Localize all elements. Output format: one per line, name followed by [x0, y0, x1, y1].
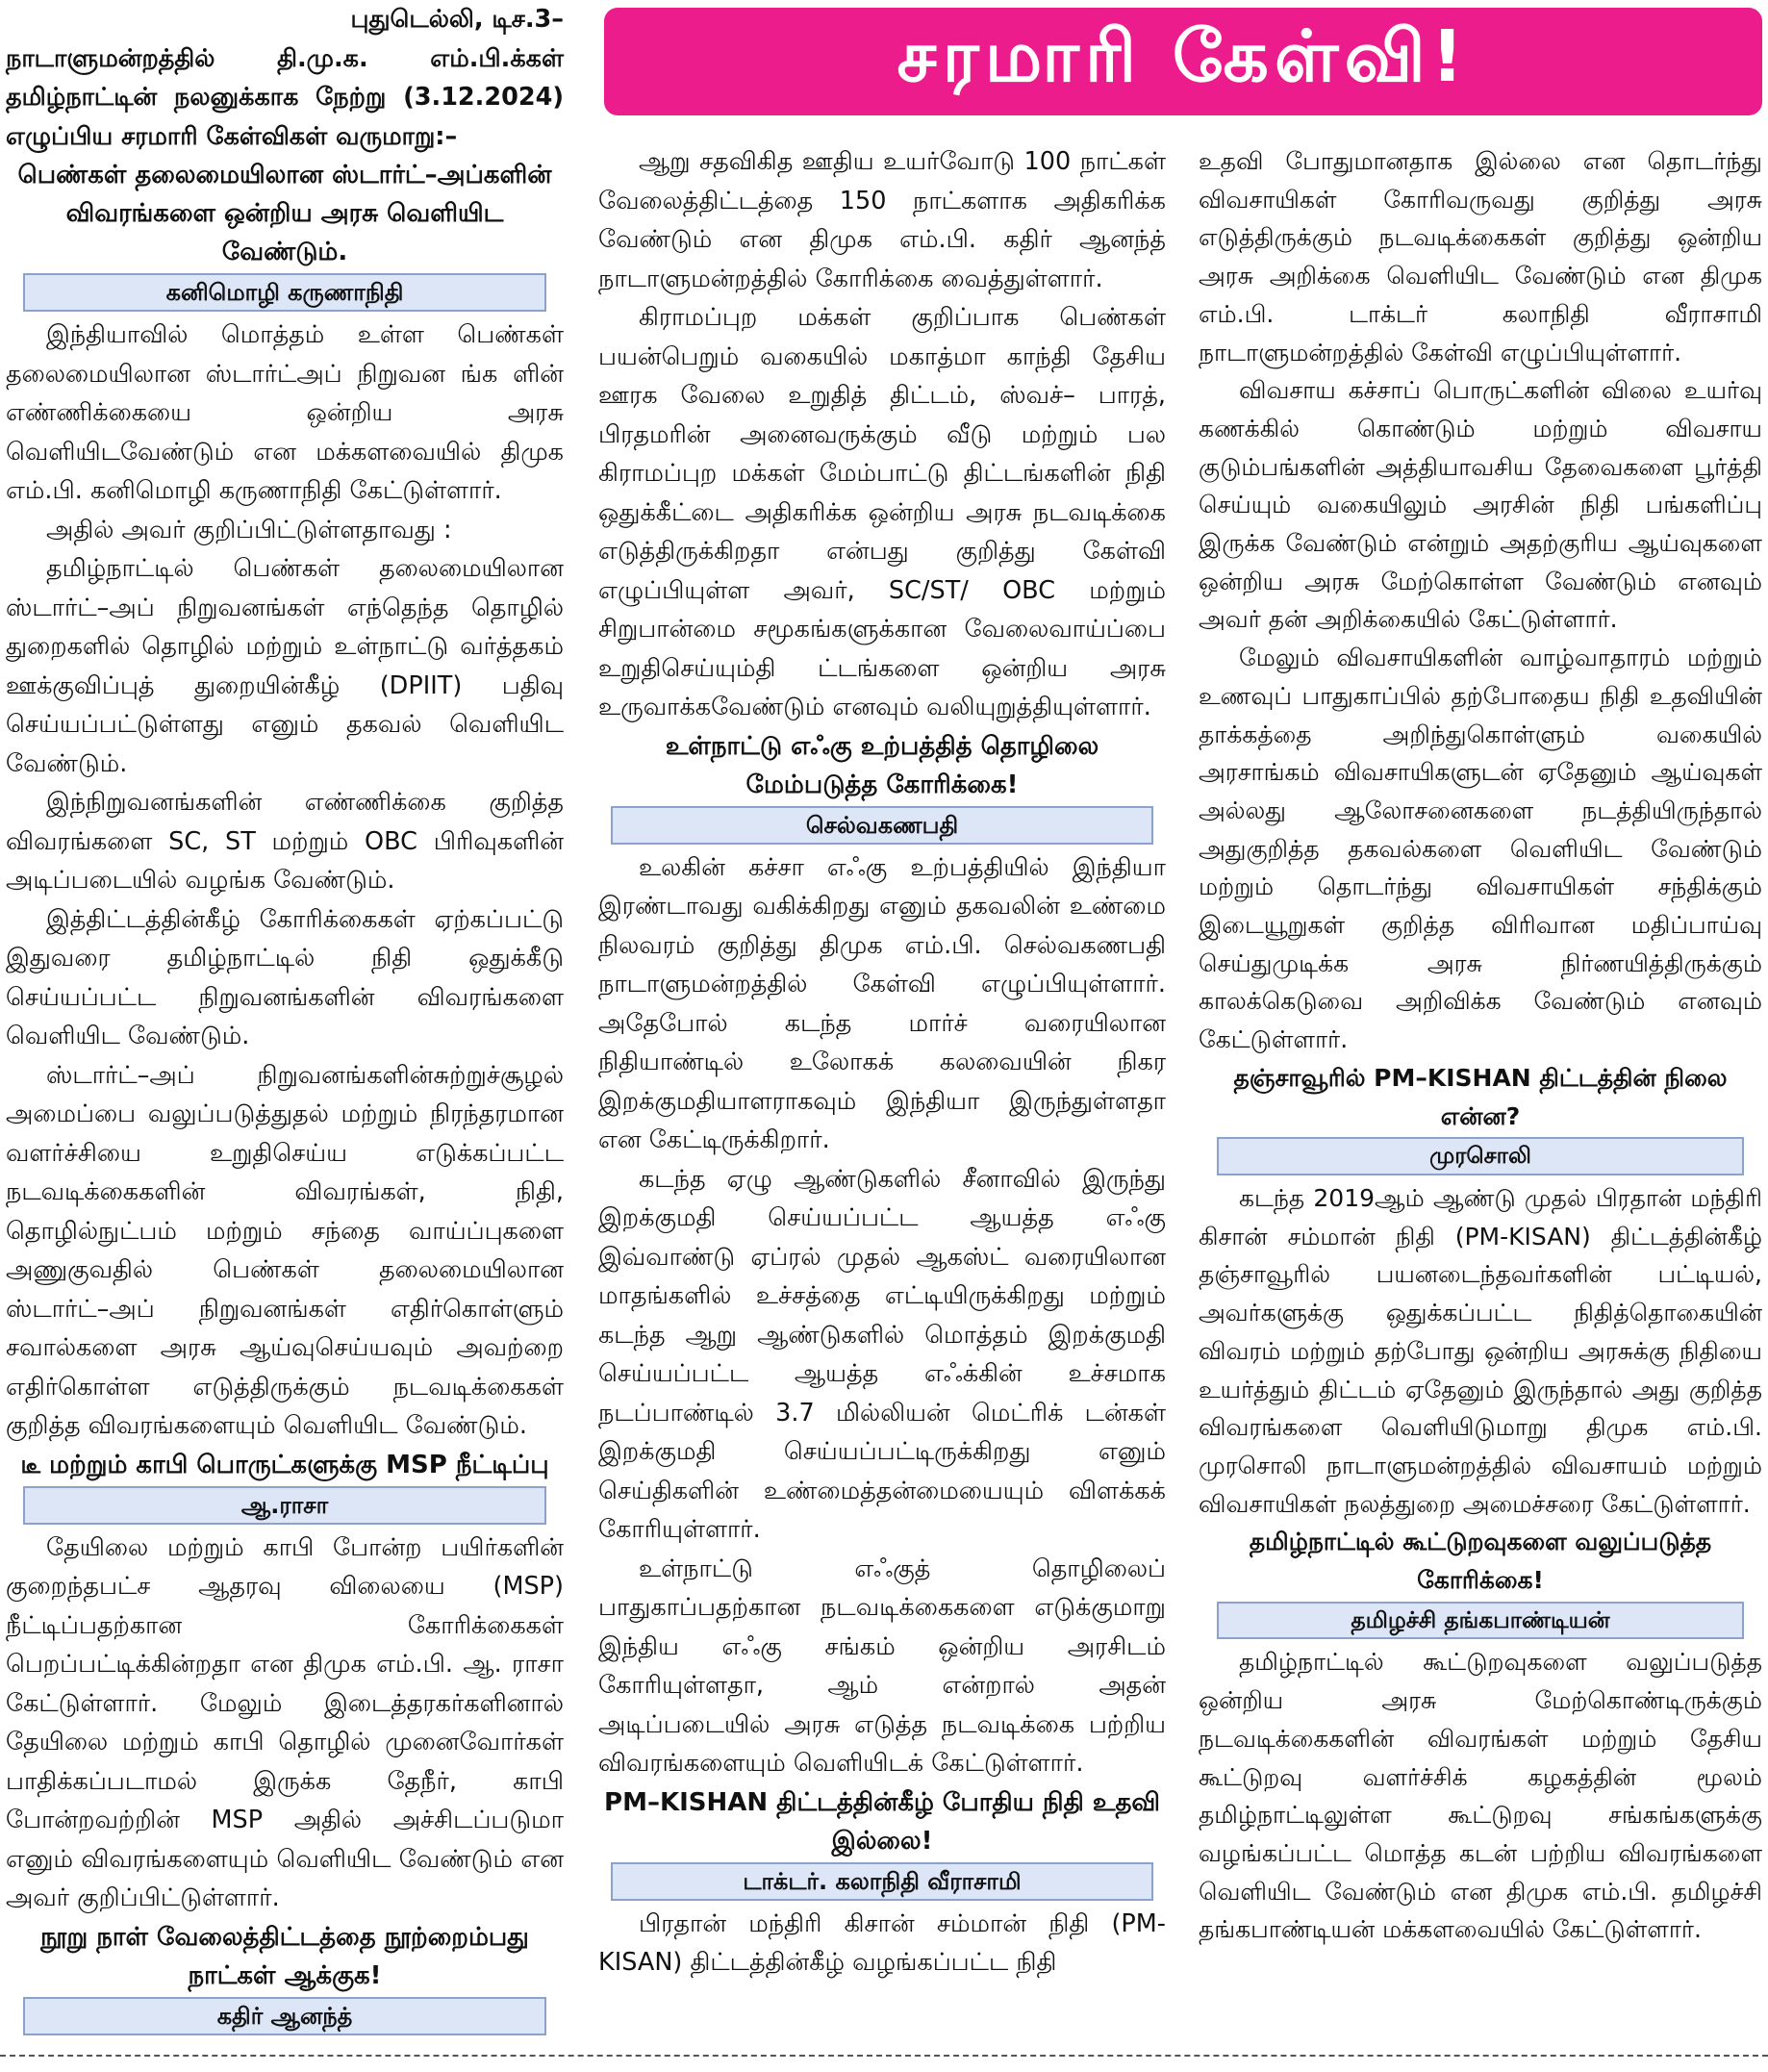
article-paragraph: தேயிலை மற்றும் காபி போன்ற பயிர்களின் குறைந்தபட்ச ஆதரவு விலையை (MSP) நீட்டிப்பதற்கான கோரிக்கைகள் பெறப்பட்டிக்கின்றதா என திமுக எம்.பி. ஆ. ராசா கேட்டுள்ளார். மேலும் இடைத்தரகர்களினால் தேயிலை மற்றும் காபி தொழில் முனைவோர்கள் பாதிக்கப்படாமல் இருக்க தேநீர், காபி போன்றவற்றின் MSP அதில் அச்சிடப்படுமா எனும் விவரங்களையும் வெளியிட வேண்டும் என அவர் குறிப்பிட்டுள்ளார்.	[6, 1532, 564, 1912]
article-paragraph: இத்திட்டத்தின்கீழ் கோரிக்கைகள் ஏற்கப்பட்டு இதுவரை தமிழ்நாட்டில் நிதி ஒதுக்கீடு செய்யப்பட்ட நிறுவனங்களின் விவரங்களை வெளியிட வேண்டும்.	[6, 904, 564, 1050]
headline-banner	[604, 8, 1762, 115]
article-paragraph: அதில் அவர் குறிப்பிட்டுள்ளதாவது :	[46, 515, 452, 544]
headline-title: சரமாரி கேள்வி!	[897, 15, 1470, 98]
section-heading: தமிழ்நாட்டில் கூட்டுறவுகளை வலுப்படுத்த கோரிக்கை!	[1249, 1528, 1712, 1595]
byline: செல்வகணபதி	[611, 806, 1153, 845]
section-heading: PM–KISHAN திட்டத்தின்கீழ் போதிய நிதி உதவி இல்லை!	[604, 1787, 1160, 1856]
column-right	[1199, 142, 1762, 1949]
section-heading: உள்நாட்டு எஃகு உற்பத்தித் தொழிலை மேம்படுத்த கோரிக்கை!	[665, 731, 1099, 799]
article-paragraph: தமிழ்நாட்டில் கூட்டுறவுகளை வலுப்படுத்த ஒன்றிய அரசு மேற்கொண்டிருக்கும் நடவடிக்கைகளின் விவரங்கள் மற்றும் தேசிய கூட்டுறவு வளர்ச்சிக் கழகத்தின் மூலம் தமிழ்நாட்டிலுள்ள கூட்டுறவு சங்கங்களுக்கு வழங்கப்பட்ட மொத்த கடன் பற்றிய விவரங்களை வெளியிட வேண்டும் என திமுக எம்.பி. தமிழச்சி தங்கபாண்டியன் மக்களவையில் கேட்டுள்ளார்.	[1199, 1648, 1762, 1944]
article-paragraph: ஆறு சதவிகித ஊதிய உயர்வோடு 100 நாட்கள் வேலைத்திட்டத்தை 150 நாட்களாக அதிகரிக்க வேண்டும் என திமுக எம்.பி. கதிர் ஆனந்த் நாடாளுமன்றத்தில் கோரிக்கை வைத்துள்ளார்.	[598, 147, 1166, 293]
article-paragraph: இந்தியாவில் மொத்தம் உள்ள பெண்கள் தலைமையிலான ஸ்டார்ட்அப் நிறுவன ங்க ளின் எண்ணிக்கையை ஒன்றிய அரசு வெளியிடவேண்டும் என மக்களவையில் திமுக எம்.பி. கனிமொழி கருணாநிதி கேட்டுள்ளார்.	[6, 320, 564, 505]
cut-line-divider	[0, 2055, 1768, 2057]
byline: தமிழச்சி தங்கபாண்டியன்	[1217, 1602, 1744, 1640]
article-paragraph: உள்நாட்டு எஃகுத் தொழிலைப் பாதுகாப்பதற்கான நடவடிக்கைகளை எடுக்குமாறு இந்திய எஃகு சங்கம் ஒன்றிய அரசிடம் கோரியுள்ளதா, ஆம் என்றால் அதன் அடிப்படையில் அரசு எடுத்த நடவடிக்கை பற்றிய விவரங்களையும் வெளியிடக் கேட்டுள்ளார்.	[598, 1554, 1166, 1778]
section-heading: டீ மற்றும் காபி பொருட்களுக்கு MSP நீட்டிப்பு	[20, 1450, 549, 1479]
byline: கதிர் ஆனந்த்	[23, 1997, 546, 2035]
article-paragraph: உதவி போதுமானதாக இல்லை என தொடர்ந்து விவசாயிகள் கோரிவருவது குறித்து அரசு எடுத்திருக்கும் நடவடிக்கைகள் குறித்து ஒன்றிய அரசு அறிக்கை வெளியிட வேண்டும் என திமுக எம்.பி. டாக்டர் கலாநிதி வீராசாமி நாடாளுமன்றத்தில் கேள்வி எழுப்பியுள்ளார்.	[1199, 147, 1762, 366]
byline: முரசொலி	[1217, 1137, 1744, 1175]
section-heading: தஞ்சாவூரில் PM–KISHAN திட்டத்தின் நிலை என்ன?	[1233, 1063, 1728, 1130]
byline: ஆ.ராசா	[23, 1486, 546, 1525]
article-paragraph: உலகின் கச்சா எஃகு உற்பத்தியில் இந்தியா இரண்டாவது வகிக்கிறது எனும் தகவலின் உண்மை நிலவரம் குறித்து திமுக எம்.பி. செல்வகணபதி நாடாளுமன்றத்தில் கேள்வி எழுப்பியுள்ளார். அதேபோல் கடந்த மார்ச் வரையிலான நிதியாண்டில் உலோகக் கலவையின் நிகர இறக்குமதியாளராகவும் இந்தியா இருந்துள்ளதா என கேட்டிருக்கிறார்.	[598, 852, 1166, 1154]
section-heading: நூறு நாள் வேலைத்திட்டத்தை நூற்றைம்பது நாட்கள் ஆக்குக!	[40, 1922, 529, 1990]
section-heading: பெண்கள் தலைமையிலான ஸ்டார்ட்–அப்களின் விவரங்களை ஒன்றிய அரசு வெளியிட வேண்டும்.	[17, 161, 552, 266]
article-paragraph: பிரதான் மந்திரி கிசான் சம்மான் நிதி (PM- KISAN) திட்டத்தின்கீழ் வழங்கப்பட்ட நிதி	[598, 1908, 1166, 1977]
article-paragraph: கிராமப்புற மக்கள் குறிப்பாக பெண்கள் பயன்பெறும் வகையில் மகாத்மா காந்தி தேசிய ஊரக வேலை உறுதித் திட்டம், ஸ்வச்– பாரத், பிரதமரின் அனைவருக்கும் வீடு மற்றும் பல கிராமப்புற மக்கள் மேம்பாட்டு திட்டங்களின் நிதி ஒதுக்கீட்டை அதிகரிக்க ஒன்றிய அரசு நடவடிக்கை எடுத்திருக்கிறதா என்பது குறித்து கேள்வி எழுப்பியுள்ள அவர், SC/ST/ OBC மற்றும் சிறுபான்மை சமூகங்களுக்கான வேலைவாய்ப்பை உறுதிசெய்யும்தி ட்டங்களை ஒன்றிய அரசு உருவாக்கவேண்டும் எனவும் வலியுறுத்தியுள்ளார்.	[598, 303, 1166, 721]
article-paragraph: ஸ்டார்ட்–அப் நிறுவனங்களின்சுற்றுச்சூழல் அமைப்பை வலுப்படுத்துதல் மற்றும் நிரந்தரமான வளர்ச்சியை உறுதிசெய்ய எடுக்கப்பட்ட நடவடிக்கைகளின் விவரங்கள், நிதி, தொழில்நுட்பம் மற்றும் சந்தை வாய்ப்புகளை அணுகுவதில் பெண்கள் தலைமையிலான ஸ்டார்ட்–அப் நிறுவனங்கள் எதிர்கொள்ளும் சவால்களை அரசு ஆய்வுசெய்யவும் அவற்றை எதிர்கொள்ள எடுத்திருக்கும் நடவடிக்கைகள் குறித்த விவரங்களையும் வெளியிட வேண்டும்.	[6, 1060, 564, 1440]
column-middle	[598, 142, 1166, 1983]
article-paragraph: கடந்த ஏழு ஆண்டுகளில் சீனாவில் இருந்து இறக்குமதி செய்யப்பட்ட ஆயத்த எஃகு இவ்வாண்டு ஏப்ரல் முதல் ஆகஸ்ட் வரையிலான மாதங்களில் உச்சத்தை எட்டியிருக்கிறது மற்றும் கடந்த ஆறு ஆண்டுகளில் மொத்தம் இறக்குமதி செய்யப்பட்ட ஆயத்த எஃக்கின் உச்சமாக நடப்பாண்டில் 3.7 மில்லியன் மெட்ரிக் டன்கள் இறக்குமதி செய்யப்பட்டிருக்கிறது எனும் செய்திகளின் உண்மைத்தன்மையையும் விளக்கக் கோரியுள்ளார்.	[598, 1164, 1166, 1544]
article-paragraph: இந்நிறுவனங்களின் எண்ணிக்கை குறித்த விவரங்களை SC, ST மற்றும் OBC பிரிவுகளின் அடிப்படையில் வழங்க வேண்டும்.	[6, 788, 564, 895]
article-paragraph: விவசாய கச்சாப் பொருட்களின் விலை உயர்வு கணக்கில் கொண்டும் மற்றும் விவசாய குடும்பங்களின் அத்தியாவசிய தேவைகளை பூர்த்தி செய்யும் வகையிலும் அரசின் நிதி பங்களிப்பு இருக்க வேண்டும் என்றும் அதற்குரிய ஆய்வுகளை ஒன்றிய அரசு மேற்கொள்ள வேண்டும் எனவும் அவர் தன் அறிக்கையில் கேட்டுள்ளார்.	[1199, 376, 1762, 634]
column-left	[6, 0, 564, 2039]
byline: கனிமொழி கருணாநிதி	[23, 273, 546, 312]
intro-paragraph: நாடாளுமன்றத்தில் தி.மு.க. எம்.பி.க்கள் தமிழ்நாட்டின் நலனுக்காக நேற்று (3.12.2024) எழுப்பிய சரமாரி கேள்விகள் வருமாறு:–	[6, 43, 564, 151]
article-paragraph: கடந்த 2019ஆம் ஆண்டு முதல் பிரதான் மந்திரி கிசான் சம்மான் நிதி (PM-KISAN) திட்டத்தின்கீழ் தஞ்சாவூரில் பயனடைந்தவர்களின் பட்டியல், அவர்களுக்கு ஒதுக்கப்பட்ட நிதித்தொகையின் விவரம் மற்றும் தற்போது ஒன்றிய அரசுக்கு நிதியை உயர்த்தும் திட்டம் ஏதேனும் இருந்தால் அது குறித்த விவரங்களை வெளியிடுமாறு திமுக எம்.பி. முரசொலி நாடாளுமன்றத்தில் விவசாயம் மற்றும் விவசாயிகள் நலத்துறை அமைச்சரை கேட்டுள்ளார்.	[1199, 1183, 1762, 1518]
article-paragraph: மேலும் விவசாயிகளின் வாழ்வாதாரம் மற்றும் உணவுப் பாதுகாப்பில் தற்போதைய நிதி உதவியின் தாக்கத்தை அறிந்துகொள்ளும் வகையில் அரசாங்கம் விவசாயிகளுடன் ஏதேனும் ஆய்வுகள் அல்லது ஆலோசனைகளை நடத்தியிருந்தால் அதுகுறித்த தகவல்களை வெளியிட வேண்டும் மற்றும் தொடர்ந்து விவசாயிகள் சந்திக்கும் இடையூறுகள் குறித்த விரிவான மதிப்பாய்வு செய்துமுடிக்க அரசு நிர்ணயித்திருக்கும் காலக்கெடுவை அறிவிக்க வேண்டும் எனவும் கேட்டுள்ளார்.	[1199, 644, 1762, 1054]
article-paragraph: தமிழ்நாட்டில் பெண்கள் தலைமையிலான ஸ்டார்ட்–அப் நிறுவனங்கள் எந்தெந்த தொழில் துறைகளில் தொழில் மற்றும் உள்நாட்டு வர்த்தகம் ஊக்குவிப்புத் துறையின்கீழ் (DPIIT) பதிவு செய்யப்பட்டுள்ளது எனும் தகவல் வெளியிட வேண்டும்.	[6, 554, 564, 778]
byline: டாக்டர். கலாநிதி வீராசாமி	[611, 1862, 1153, 1901]
dateline: புதுடெல்லி, டிச.3–	[350, 5, 564, 34]
